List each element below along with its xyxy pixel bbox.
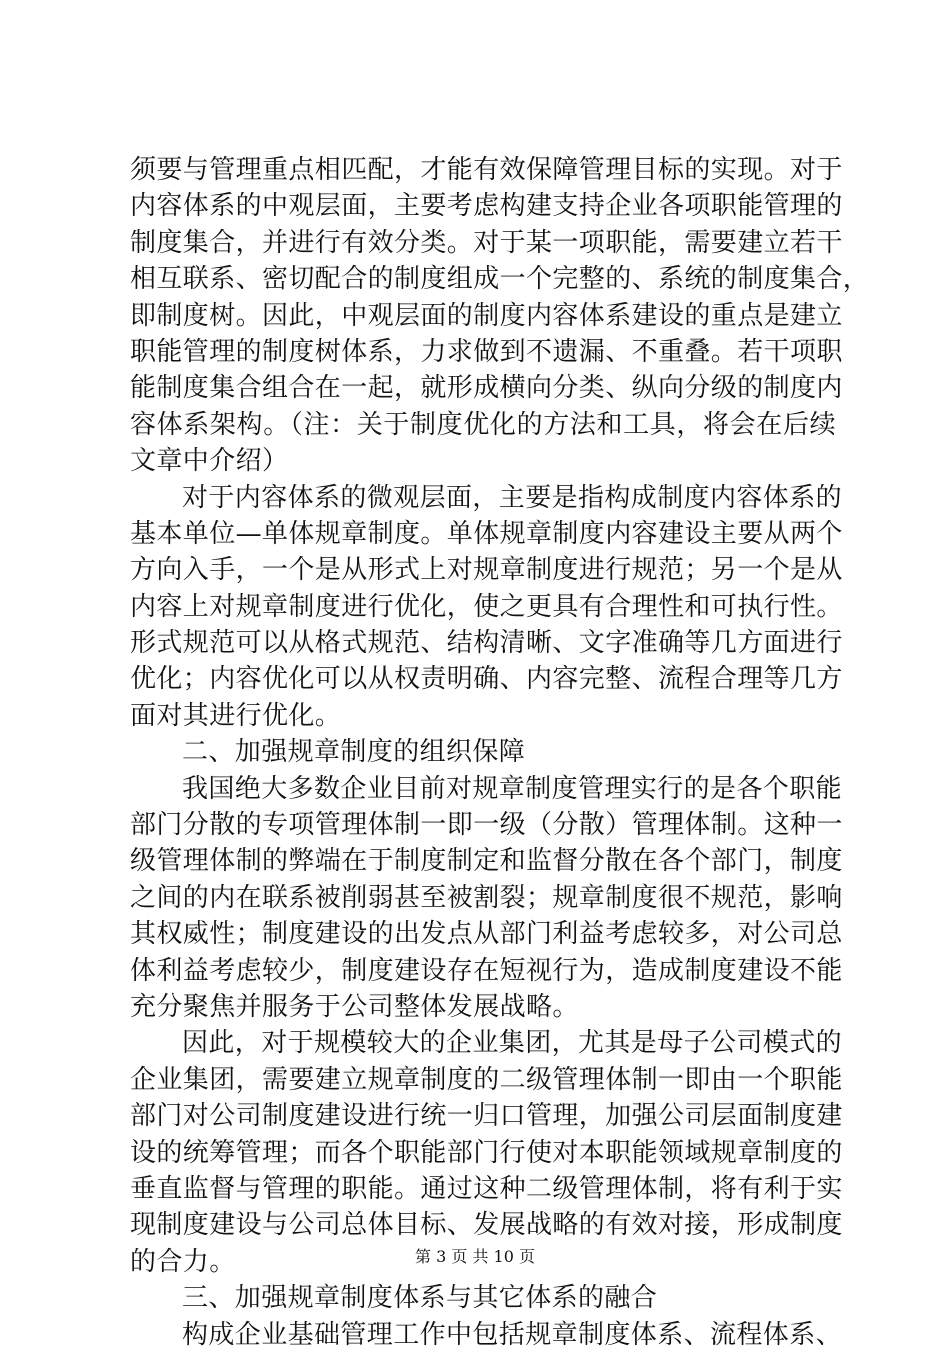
text-line: 面对其进行优化。 xyxy=(130,700,342,731)
document-body xyxy=(130,152,870,1353)
text-line: 须要与管理重点相匹配，才能有效保障管理目标的实现。对于 xyxy=(130,155,843,185)
text-line: 部门分散的专项管理体制一即一级（分散）管理体制。这种一 xyxy=(130,810,843,841)
text-line: 内容体系的中观层面，主要考虑构建支持企业各项职能管理的 xyxy=(130,191,843,222)
text-line: 级管理体制的弊端在于制度制定和监督分散在各个部门，制度 xyxy=(130,846,843,877)
text-line: 容体系架构。（注：关于制度优化的方法和工具，将会在后续 xyxy=(130,409,836,440)
text-line: 其权威性；制度建设的出发点从部门利益考虑较多，对公司总 xyxy=(130,919,843,950)
text-line: 的合力。 xyxy=(130,1246,236,1277)
text-line: 部门对公司制度建设进行统一归口管理，加强公司层面制度建 xyxy=(130,1101,843,1132)
text-line: 优化；内容优化可以从权责明确、内容完整、流程合理等几方 xyxy=(130,664,843,695)
text-line: 现制度建设与公司总体目标、发展战略的有效对接，形成制度 xyxy=(130,1210,843,1241)
text-line: 三、加强规章制度体系与其它体系的融合 xyxy=(182,1283,658,1314)
text-line: 方向入手，一个是从形式上对规章制度进行规范；另一个是从 xyxy=(130,555,843,586)
text-line: 职能管理的制度树体系，力求做到不遗漏、不重叠。若干项职 xyxy=(130,336,843,367)
text-line: 内容上对规章制度进行优化，使之更具有合理性和可执行性。 xyxy=(130,591,843,622)
text-line: 能制度集合组合在一起，就形成横向分类、纵向分级的制度内 xyxy=(130,373,843,404)
text-line: 企业集团，需要建立规章制度的二级管理体制一即由一个职能 xyxy=(130,1064,843,1095)
text-line: 我国绝大多数企业目前对规章制度管理实行的是各个职能 xyxy=(182,773,843,804)
text-line: 对于内容体系的微观层面，主要是指构成制度内容体系的 xyxy=(182,482,843,513)
text-line: 充分聚焦并服务于公司整体发展战略。 xyxy=(130,991,579,1022)
text-line: 即制度树。因此，中观层面的制度内容体系建设的重点是建立 xyxy=(130,300,843,331)
text-line: 形式规范可以从格式规范、结构清晰、文字准确等几方面进行 xyxy=(130,628,843,659)
text-line: 相互联系、密切配合的制度组成一个完整的、系统的制度集合， xyxy=(130,264,870,295)
text-line: 文章中介绍） xyxy=(130,446,289,477)
text-line: 二、加强规章制度的组织保障 xyxy=(182,737,526,768)
text-line: 制度集合，并进行有效分类。对于某一项职能，需要建立若干 xyxy=(130,227,843,258)
text-line: 构成企业基础管理工作中包括规章制度体系、流程体系、 xyxy=(182,1319,843,1350)
text-line: 设的统筹管理；而各个职能部门行使对本职能领域规章制度的 xyxy=(130,1137,843,1168)
page-footer: 第 3 页 共 10 页 xyxy=(415,1247,535,1266)
text-line: 体利益考虑较少，制度建设存在短视行为，造成制度建设不能 xyxy=(130,955,843,986)
text-line: 基本单位—单体规章制度。单体规章制度内容建设主要从两个 xyxy=(130,518,843,549)
text-line: 因此，对于规模较大的企业集团，尤其是母子公司模式的 xyxy=(182,1028,843,1059)
text-line: 之间的内在联系被削弱甚至被割裂；规章制度很不规范，影响 xyxy=(130,882,843,913)
text-line: 垂直监督与管理的职能。通过这种二级管理体制，将有利于实 xyxy=(130,1173,843,1204)
